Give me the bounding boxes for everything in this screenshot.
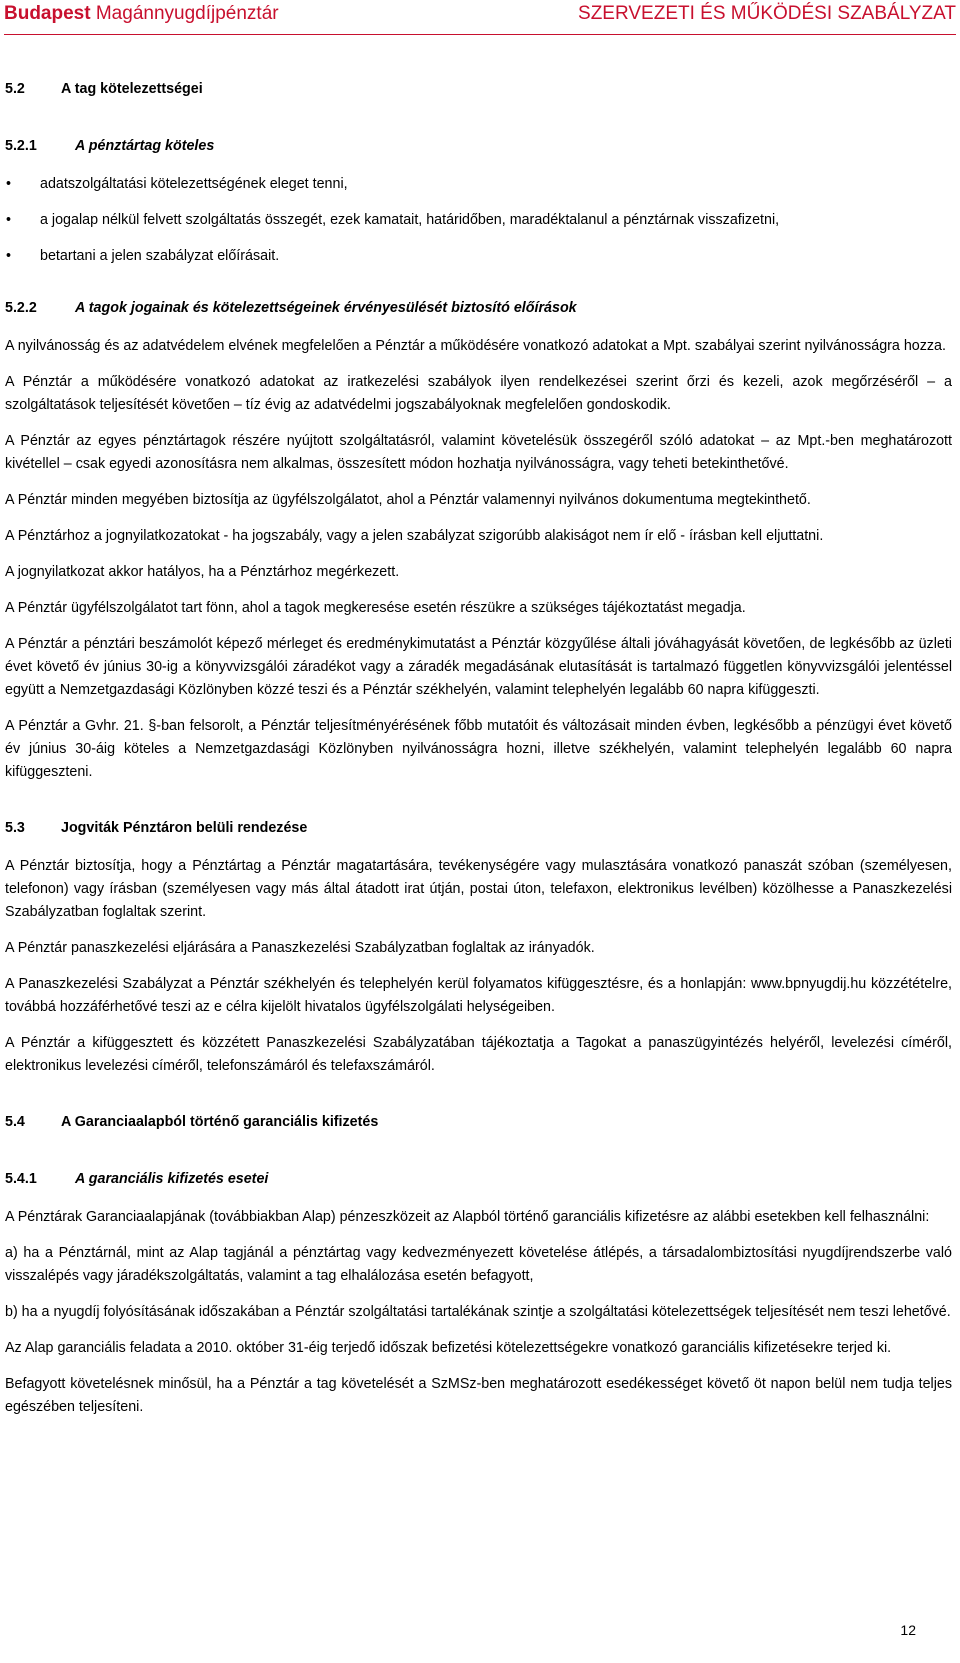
- section-title: A Garanciaalapból történő garanciális kifizetés: [61, 1114, 379, 1130]
- paragraph: b) ha a nyugdíj folyósításának időszakában a Pénztár szolgáltatási tartalékának szintje a szolgáltatási kötelezettségek teljesítését nem teszi lehetővé.: [5, 1304, 951, 1320]
- paragraph: A jognyilatkozat akkor hatályos, ha a Pénztárhoz megérkezett.: [5, 564, 400, 580]
- obligations-list: [5, 173, 952, 268]
- subsection-title: A tagok jogainak és kötelezettségeinek érvényesülését biztosító előírások: [75, 300, 577, 316]
- section-5-2-heading: [5, 78, 952, 101]
- section-5-2-1-heading: [5, 135, 952, 158]
- section-5-3-heading: [5, 817, 952, 840]
- paragraph: A Pénztár a pénztári beszámolót képező mérleget és eredménykimutatást a Pénztár közgyűlése általi jóváhagyását követően, de legkésőbb az üzleti évet követő év június 30-ig a könyvvizsgálói záradékot vagy a záradék megadásának elutasítását is tartalmazó független könyvvizsgálói jelentéssel együtt a Nemzetgazdasági Közlönyben közzé teszi és a Pénztár székhelyén, valamint telephelyén legalább 60 napra kifüggeszti.: [5, 636, 952, 698]
- subsection-title: A garanciális kifizetés esetei: [75, 1171, 269, 1187]
- organization-name: [4, 3, 279, 25]
- list-item: [5, 209, 952, 232]
- organization-name-rest: Magánnyugdíjpénztár: [90, 3, 279, 24]
- paragraph: A Pénztár a működésére vonatkozó adatokat az iratkezelési szabályok ilyen rendelkezései szerint őrzi és kezeli, azok megőrzéséről – a szolgáltatások teljesítését követően – tíz évig az adatvédelmi jogszabályoknak megfelelően gondoskodik.: [5, 374, 952, 413]
- paragraph: A Pénztárak Garanciaalapjának (továbbiakban Alap) pénzeszközeit az Alapból történő garanciális kifizetésre az alábbi esetekben kell felhasználni:: [5, 1209, 930, 1225]
- document-body: [5, 78, 952, 1432]
- subsection-number: 5.2.1: [5, 138, 37, 154]
- paragraph: A Pénztár a Gvhr. 21. §-ban felsorolt, a Pénztár teljesítményérésének főbb mutatóit és változásait minden évben, legkésőbb a pénzügyi évet követő év június 30-áig köteles a Nemzetgazdasági Közlönyben nyilvánosságra hozni, illetve székhelyén, valamint telephelyén legalább 60 napra kifüggeszteni.: [5, 718, 952, 780]
- paragraph: A nyilvánosság és az adatvédelem elvének megfelelően a Pénztár a működésére vonatkozó adatokat a Mpt. szabályai szerint nyilvánosságra hozza.: [5, 338, 946, 354]
- bullet-icon: •: [6, 176, 12, 192]
- section-title: Jogviták Pénztáron belüli rendezése: [61, 820, 308, 836]
- section-5-2-2-heading: [5, 297, 952, 320]
- bullet-icon: •: [6, 248, 12, 264]
- subsection-number: 5.2.2: [5, 300, 37, 316]
- list-item-text: betartani a jelen szabályzat előírásait.: [40, 248, 280, 264]
- paragraph: A Pénztár ügyfélszolgálatot tart fönn, ahol a tagok megkeresése esetén részükre a szükséges tájékoztatást megadja.: [5, 600, 746, 616]
- paragraph: A Pénztárhoz a jognyilatkozatokat - ha jogszabály, vagy a jelen szabályzat szigorúbb alakiságot nem ír elő - írásban kell eljuttatni.: [5, 528, 824, 544]
- paragraph: Befagyott követelésnek minősül, ha a Pénztár a tag követelését a SzMSz-ben meghatározott esedékességet követő öt napon belül nem tudja teljes egészében teljesíteni.: [5, 1376, 952, 1415]
- subsection-number: 5.4.1: [5, 1171, 37, 1187]
- paragraph: A Pénztár minden megyében biztosítja az ügyfélszolgálatot, ahol a Pénztár valamennyi nyilvános dokumentuma megtekinthető.: [5, 492, 811, 508]
- bullet-icon: •: [6, 212, 12, 228]
- list-item-text: adatszolgáltatási kötelezettségének eleget tenni,: [40, 176, 348, 192]
- list-item-text: a jogalap nélkül felvett szolgáltatás összegét, ezek kamatait, határidőben, maradéktalanul a pénztárnak visszafizetni,: [40, 212, 780, 228]
- section-number: 5.3: [5, 820, 25, 836]
- section-title: A tag kötelezettségei: [61, 81, 203, 97]
- paragraph: A Pénztár biztosítja, hogy a Pénztártag a Pénztár magatartására, tevékenységére vagy mulasztására vonatkozó panaszát szóban (személyesen, telefonon) vagy írásban (személyesen vagy más által átadott irat útján, postai úton, telefaxon, elektronikus levélben) közölhesse a Panaszkezelési Szabályzatban foglaltak szerint.: [5, 858, 952, 920]
- header-rule: [4, 34, 956, 35]
- paragraph: Az Alap garanciális feladata a 2010. október 31-éig terjedő időszak befizetési kötelezettségekre vonatkozó garanciális kifizetésekre terjed ki.: [5, 1340, 892, 1356]
- page-header: [0, 0, 960, 30]
- list-item: [5, 245, 952, 268]
- document-title: SZERVEZETI ÉS MŰKÖDÉSI SZABÁLYZAT: [578, 3, 956, 24]
- subsection-title: A pénztártag köteles: [75, 138, 215, 154]
- paragraph: a) ha a Pénztárnál, mint az Alap tagjánál a pénztártag vagy kedvezményezett követelése átlépés, a társadalombiztosítási nyugdíjrendszerbe való visszalépés vagy járadékszolgáltatás, valamint a tag elhalálozása esetén befagyott,: [5, 1245, 952, 1284]
- paragraph: A Panaszkezelési Szabályzat a Pénztár székhelyén és telephelyén kerül folyamatos kifüggesztésre, és a honlapján: www.bpnyugdij.hu közzétételre, továbbá hozzáférhetővé teszi az e célra kijelölt hivatalos ügyfélszolgálati helységeiben.: [5, 976, 952, 1015]
- section-5-4-1-heading: [5, 1168, 952, 1191]
- section-5-4-heading: [5, 1111, 952, 1134]
- section-number: 5.2: [5, 81, 25, 97]
- list-item: [5, 173, 952, 196]
- section-number: 5.4: [5, 1114, 25, 1130]
- paragraph: A Pénztár az egyes pénztártagok részére nyújtott szolgáltatásról, valamint követelésük összegéről szóló adatokat – az Mpt.-ben meghatározott kivétellel – csak egyedi azonosításra nem alkalmas, összesített módon hozhatja nyilvánosságra, vagy teheti betekinthetővé.: [5, 433, 952, 472]
- page-number: 12: [900, 1622, 916, 1638]
- paragraph: A Pénztár a kifüggesztett és közzétett Panaszkezelési Szabályzatában tájékoztatja a Tagokat a panaszügyintézés helyéről, levelezési címéről, elektronikus levelezési címéről, telefonszámáról és telefaxszámáról.: [5, 1035, 952, 1074]
- organization-name-bold: Budapest: [4, 3, 91, 24]
- paragraph: A Pénztár panaszkezelési eljárására a Panaszkezelési Szabályzatban foglaltak az irányadók.: [5, 940, 595, 956]
